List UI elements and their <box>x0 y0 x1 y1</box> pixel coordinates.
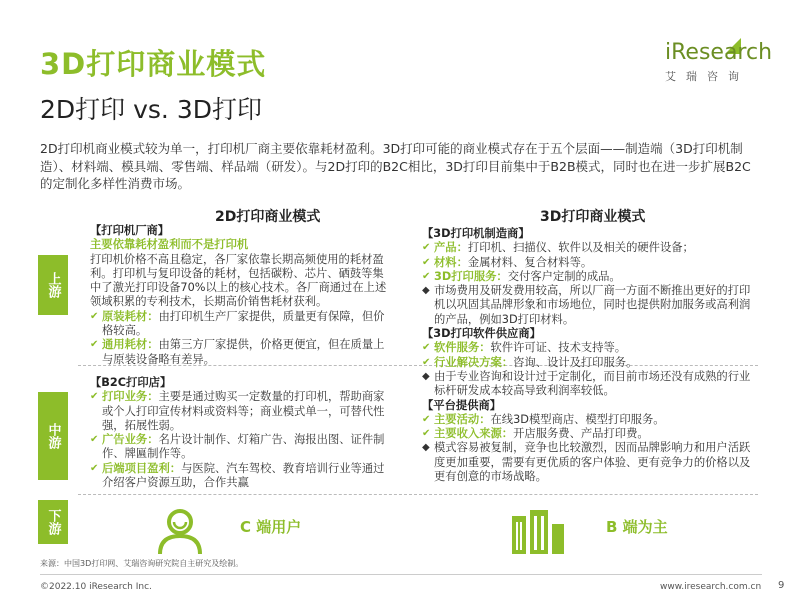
item-text: 由第三方厂家提供，价格更便宜，但在质量上与原装设备略有差异。 <box>102 338 385 366</box>
item-label: 后端项目盈利： <box>102 461 182 475</box>
item-text: 与医院、汽车驾校、教育培训行业等通过介绍客户资源互助，合作共赢 <box>102 461 385 490</box>
block-heading: 【B2C打印店】 <box>90 376 172 389</box>
iresearch-logo <box>665 40 773 92</box>
block-heading: 【打印机厂商】 <box>90 224 170 237</box>
page-subtitle: 2D打印 vs. 3D打印 <box>40 95 262 124</box>
person-icon <box>150 508 210 556</box>
list-item <box>422 356 752 370</box>
list-item <box>422 341 752 355</box>
page-number: 9 <box>778 580 785 591</box>
item-label: 产品： <box>434 241 468 255</box>
item-text: 软件许可证、技术支持等。 <box>490 341 627 355</box>
b-main-label: B 端为主 <box>606 518 668 536</box>
item-text: 名片设计制作、灯箱广告、海报出图、证件制作、牌匾制作等。 <box>102 433 385 461</box>
logo-text: iResearch <box>665 40 773 65</box>
block-highlight: 主要依靠耗材盈利而不是打印机 <box>90 238 249 252</box>
logo-cn-text: 艾瑞咨询 <box>665 70 749 83</box>
item-label: 通用耗材： <box>102 338 159 352</box>
page-title: 3D打印商业模式 <box>40 47 267 81</box>
diamond-icon: ◆ <box>422 370 430 382</box>
note-item <box>422 441 752 484</box>
left-midstream-block <box>90 376 395 490</box>
item-label: 材料： <box>434 255 468 269</box>
item-text: 打印机、扫描仪、软件以及相关的硬件设备； <box>467 241 694 255</box>
source-note: 来源：中国3D打印网、艾瑞咨询研究院自主研究及绘制。 <box>40 559 244 568</box>
check-icon: ✔ <box>90 310 99 322</box>
stage-label-midstream: 中游 <box>38 392 68 480</box>
item-text: 交付客户定制的成品。 <box>507 269 621 283</box>
diamond-icon: ◆ <box>422 285 430 297</box>
block-heading: 【平台提供商】 <box>422 398 502 412</box>
copyright: ©2022.10 iResearch Inc. <box>40 582 152 592</box>
building-icon <box>508 508 568 556</box>
list-item <box>422 241 752 255</box>
list-item <box>422 413 752 427</box>
check-icon: ✔ <box>422 356 431 368</box>
item-label: 主要收入来源： <box>434 427 514 441</box>
divider-midstream-downstream <box>78 494 758 495</box>
item-label: 软件服务： <box>434 341 491 355</box>
check-icon: ✔ <box>422 256 431 268</box>
note-text: 模式容易被复制，竞争也比较激烈，因而品牌影响力和用户活跃度更加重要，需要有更优质的客户体验、更有竞争力的价格以及更有创意的市场战略。 <box>434 441 751 484</box>
left-column-title: 2D打印商业模式 <box>215 209 321 225</box>
item-label: 广告业务： <box>102 433 159 447</box>
list-item <box>90 433 395 462</box>
item-text: 咨询、设计及打印服务。 <box>513 355 638 369</box>
check-icon: ✔ <box>90 462 99 474</box>
item-label: 3D打印服务： <box>434 269 508 283</box>
check-icon: ✔ <box>422 413 431 425</box>
item-label: 原装耗材： <box>102 309 159 323</box>
note-item <box>422 284 752 327</box>
note-text: 市场费用及研发费用较高，所以厂商一方面不断推出更好的打印机以巩固其品牌形象和市场地位，同时也提供附加服务或高利润的产品，例如3D打印材料。 <box>434 284 751 326</box>
list-item <box>90 310 395 339</box>
check-icon: ✔ <box>90 339 99 351</box>
item-text: 在线3D模型商店、模型打印服务。 <box>490 412 665 426</box>
stage-label-upstream: 上游 <box>38 255 68 315</box>
list-item <box>90 462 395 491</box>
c-user-label: C 端用户 <box>240 518 302 536</box>
check-icon: ✔ <box>90 434 99 446</box>
note-text: 由于专业咨询和设计过于定制化，而目前市场还没有成熟的行业标杆研发成本较高导致利润率较低。 <box>434 369 751 398</box>
check-icon: ✔ <box>90 391 99 403</box>
list-item <box>90 338 395 367</box>
item-text: 主要是通过购买一定数量的打印机，帮助商家或个人打印宣传材料或资料等；商业模式单一，可替代性强，拓展性弱。 <box>102 390 385 432</box>
list-item <box>422 256 752 270</box>
item-label: 主要活动： <box>434 412 491 426</box>
item-text: 金属材料、复合材料等。 <box>467 255 593 269</box>
block-body: 打印机价格不高且稳定，各厂家依靠长期高频使用的耗材盈利。打印机与复印设备的耗材，包括碳粉、芯片、硒鼓等集中了激光打印设备70%以上的核心技术。各厂商通过在上述领域积累的专利技术，长期高价销售耗材获利。 <box>90 252 387 309</box>
check-icon: ✔ <box>422 242 431 254</box>
stage-label-downstream: 下游 <box>38 500 68 544</box>
item-text: 由打印机生产厂家提供，质量更有保障，但价格较高。 <box>102 309 385 338</box>
check-icon: ✔ <box>422 270 431 282</box>
list-item <box>422 270 752 284</box>
item-label: 行业解决方案： <box>434 355 514 369</box>
item-text: 开店服务费、产品打印费。 <box>513 427 649 441</box>
left-upstream-block <box>90 224 395 367</box>
item-label: 打印业务： <box>102 390 159 404</box>
check-icon: ✔ <box>422 428 431 440</box>
block-heading: 【3D打印机制造商】 <box>422 227 530 240</box>
intro-paragraph: 2D打印机商业模式较为单一，打印机厂商主要依靠耗材盈利。3D打印可能的商业模式存在于五个层面——制造端（3D打印机制造）、材料端、模具端、零售端、样品端（研发）。与2D打印的B2C相比，3D打印目前集中于B2B模式，同时也在进一步扩展B2C的定制化多样性消费市场。 <box>40 141 751 191</box>
check-icon: ✔ <box>422 342 431 354</box>
note-item <box>422 370 752 399</box>
list-item <box>422 427 752 441</box>
block-heading: 【3D打印软件供应商】 <box>422 327 541 341</box>
diamond-icon: ◆ <box>422 442 430 454</box>
right-column-title: 3D打印商业模式 <box>540 209 646 225</box>
list-item <box>90 390 395 433</box>
right-column-block <box>422 227 752 484</box>
website-link[interactable]: www.iresearch.com.cn <box>660 582 762 592</box>
footer-divider <box>40 574 762 575</box>
